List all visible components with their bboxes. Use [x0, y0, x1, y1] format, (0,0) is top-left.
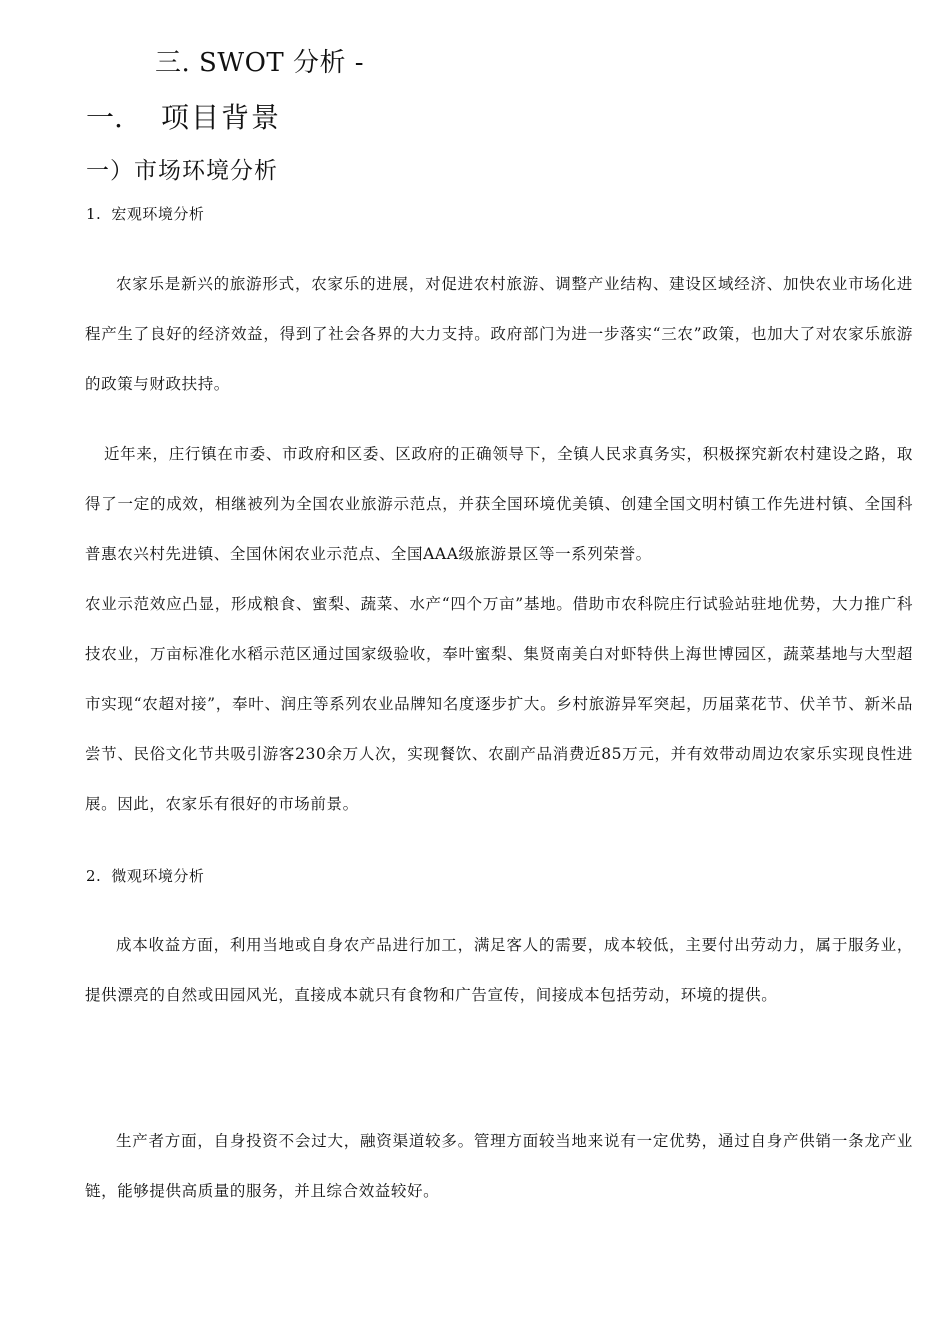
- section1-title: 宏观环境分析: [111, 205, 205, 223]
- paragraph: 农家乐是新兴的旅游形式，农家乐的进展，对促进农村旅游、调整产业结构、建设区域经济、加快农业市场化进程产生了良好的经济效益，得到了社会各界的大力支持。政府部门为进一步落实“三农”政策，也加大了对农家乐旅游的政策与财政扶持。: [85, 275, 913, 393]
- paragraph: 成本收益方面，利用当地或自身农产品进行加工，满足客人的需要，成本较低，主要付出劳动力，属于服务业，提供漂亮的自然或田园风光，直接成本就只有食物和广告宣传，间接成本包括劳动，环境的提供。: [85, 936, 913, 1004]
- section2-title: 微观环境分析: [111, 867, 205, 885]
- section2-heading: [86, 865, 204, 886]
- section2-number: 2.: [86, 867, 102, 885]
- paragraph: 农业示范效应凸显，形成粮食、蜜梨、蔬菜、水产“四个万亩”基地。借助市农科院庄行试验站驻地优势，大力推广科技农业，万亩标准化水稻示范区通过国家级验收，奉叶蜜梨、集贤南美白对虾特供上海世博园区，蔬菜基地与大型超市实现“农超对接”，奉叶、润庄等系列农业品牌知名度逐步扩大。乡村旅游异军突起，历届菜花节、伏羊节、新米品尝节、民俗文化节共吸引游客230余万人次，实现餐饮、农副产品消费近85万元，并有效带动周边农家乐实现良性进展。因此，农家乐有很好的市场前景。: [85, 595, 913, 813]
- heading2-title: 一）市场环境分析: [86, 158, 278, 184]
- section1-heading: [86, 203, 204, 224]
- heading1-number: 一.: [86, 101, 123, 134]
- toc-line: 三. SWOT 分析 -: [155, 48, 365, 78]
- paragraph: 生产者方面，自身投资不会过大，融资渠道较多。管理方面较当地来说有一定优势，通过自身产供销一条龙产业链，能够提供高质量的服务，并且综合效益较好。: [85, 1132, 913, 1200]
- paragraph: 近年来，庄行镇在市委、市政府和区委、区政府的正确领导下，全镇人民求真务实，积极探究新农村建设之路，取得了一定的成效，相继被列为全国农业旅游示范点，并获全国环境优美镇、创建全国文明村镇工作先进村镇、全国科普惠农兴村先进镇、全国休闲农业示范点、全国AAA级旅游景区等一系列荣誉。: [85, 445, 913, 563]
- heading1-title: 项目背景: [161, 101, 282, 134]
- section1-number: 1.: [86, 205, 102, 223]
